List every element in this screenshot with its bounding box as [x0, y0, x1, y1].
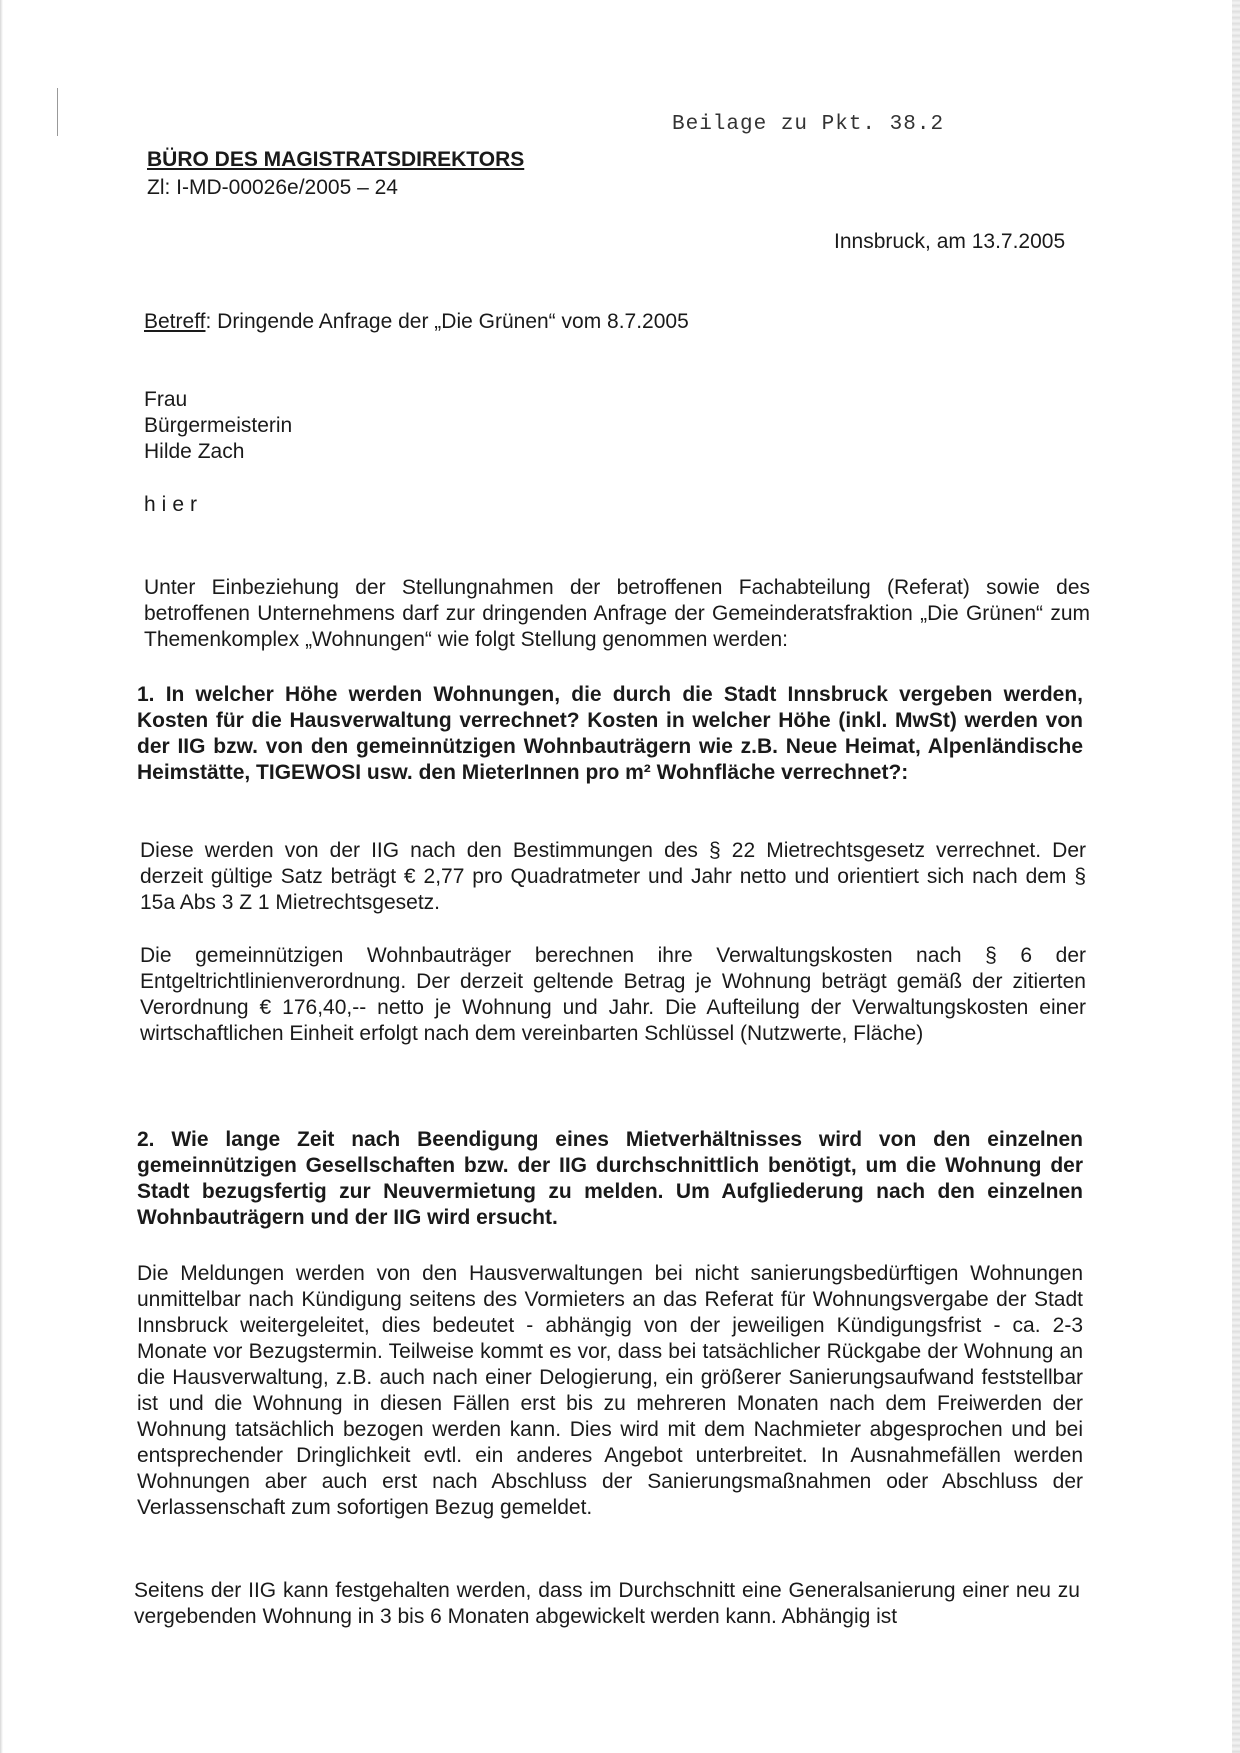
- office-title: BÜRO DES MAGISTRATSDIREKTORS: [147, 148, 525, 171]
- recipient-name: Hilde Zach: [144, 440, 245, 463]
- intro-paragraph: Unter Einbeziehung der Stellungnahmen der betroffenen Fachabteilung (Referat) sowie des betroffenen Unternehmens darf zur dringenden Anfrage der Gemeinderatsfraktion „Die Grünen“ zum Themenkomplex „Wohnungen“ wie folgt Stellung genommen werden:: [144, 576, 1090, 651]
- recipient-hier: hier: [144, 493, 204, 516]
- question-2: 2. Wie lange Zeit nach Beendigung eines Mietverhältnisses wird von den einzelnen gemeinnützigen Gesellschaften bzw. der IIG durchschnittlich benötigt, um die Wohnung der Stadt bezugsfertig zur Neuvermietung zu melden. Um Aufgliederung nach den einzelnen Wohnbauträgern und der IIG wird ersucht.: [137, 1128, 1083, 1229]
- scan-edge-right: [1232, 0, 1240, 1753]
- recipient-salutation: Frau: [144, 388, 188, 411]
- place-date: Innsbruck, am 13.7.2005: [834, 230, 1066, 253]
- answer-2-paragraph-1: Die Meldungen werden von den Hausverwaltungen bei nicht sanierungsbedürftigen Wohnungen unmittelbar nach Kündigung seitens des Vormieters an das Referat für Wohnungsvergabe der Stadt Innsbruck weitergeleitet, dies bedeutet - abhängig von der jeweiligen Kündigungsfrist - ca. 2-3 Monate vor Bezugstermin. Teilweise kommt es vor, dass bei tatsächlicher Rückgabe der Wohnung an die Hausverwaltung, z.B. auch nach einer Delogierung, ein größerer Sanierungsaufwand feststellbar ist und die Wohnung in diesen Fällen erst bis zu mehreren Monaten nach dem Freiwerden der Wohnung tatsächlich bezogen werden kann. Dies wird mit dem Nachmieter abgesprochen und bei entsprechender Dringlichkeit evtl. ein anderes Angebot unterbreitet. In Ausnahmefällen werden Wohnungen aber auch erst nach Abschluss der Sanierungsmaßnahmen oder Abschluss der Verlassenschaft zum sofortigen Bezug gemeldet.: [137, 1262, 1083, 1519]
- subject-label: Betreff: [144, 310, 206, 333]
- subject-line: [144, 310, 689, 334]
- scan-edge-left: [0, 0, 3, 1753]
- attachment-note: Beilage zu Pkt. 38.2: [672, 113, 945, 136]
- recipient-title: Bürgermeisterin: [144, 414, 293, 437]
- subject-text: : Dringende Anfrage der „Die Grünen“ vom 8.7.2005: [205, 310, 689, 333]
- answer-1-paragraph-2: Die gemeinnützigen Wohnbauträger berechnen ihre Verwaltungskosten nach § 6 der Entgeltrichtlinienverordnung. Der derzeit geltende Betrag je Wohnung beträgt gemäß der zitierten Verordnung € 176,40,-- netto je Wohnung und Jahr. Die Aufteilung der Verwaltungskosten einer wirtschaftlichen Einheit erfolgt nach dem vereinbarten Schlüssel (Nutzwerte, Fläche): [140, 944, 1086, 1045]
- question-1: 1. In welcher Höhe werden Wohnungen, die durch die Stadt Innsbruck vergeben werden, Kosten für die Hausverwaltung verrechnet? Kosten in welcher Höhe (inkl. MwSt) werden von der IIG bzw. von den gemeinnützigen Wohnbauträgern wie z.B. Neue Heimat, Alpenländische Heimstätte, TIGEWOSI usw. den MieterInnen pro m² Wohnfläche verrechnet?:: [137, 683, 1083, 784]
- answer-1-paragraph-1: Diese werden von der IIG nach den Bestimmungen des § 22 Mietrechtsgesetz verrechnet. Der derzeit gültige Satz beträgt € 2,77 pro Quadratmeter und Jahr netto und orientiert sich nach dem § 15a Abs 3 Z 1 Mietrechtsgesetz.: [140, 839, 1086, 914]
- reference-number: Zl: I-MD-00026e/2005 – 24: [147, 176, 398, 199]
- margin-mark: [57, 88, 61, 136]
- recipient-block: [144, 387, 292, 465]
- answer-2-paragraph-2: Seitens der IIG kann festgehalten werden, dass im Durchschnitt eine Generalsanierung einer neu zu vergebenden Wohnung in 3 bis 6 Monaten abgewickelt werden kann. Abhängig ist: [134, 1579, 1080, 1628]
